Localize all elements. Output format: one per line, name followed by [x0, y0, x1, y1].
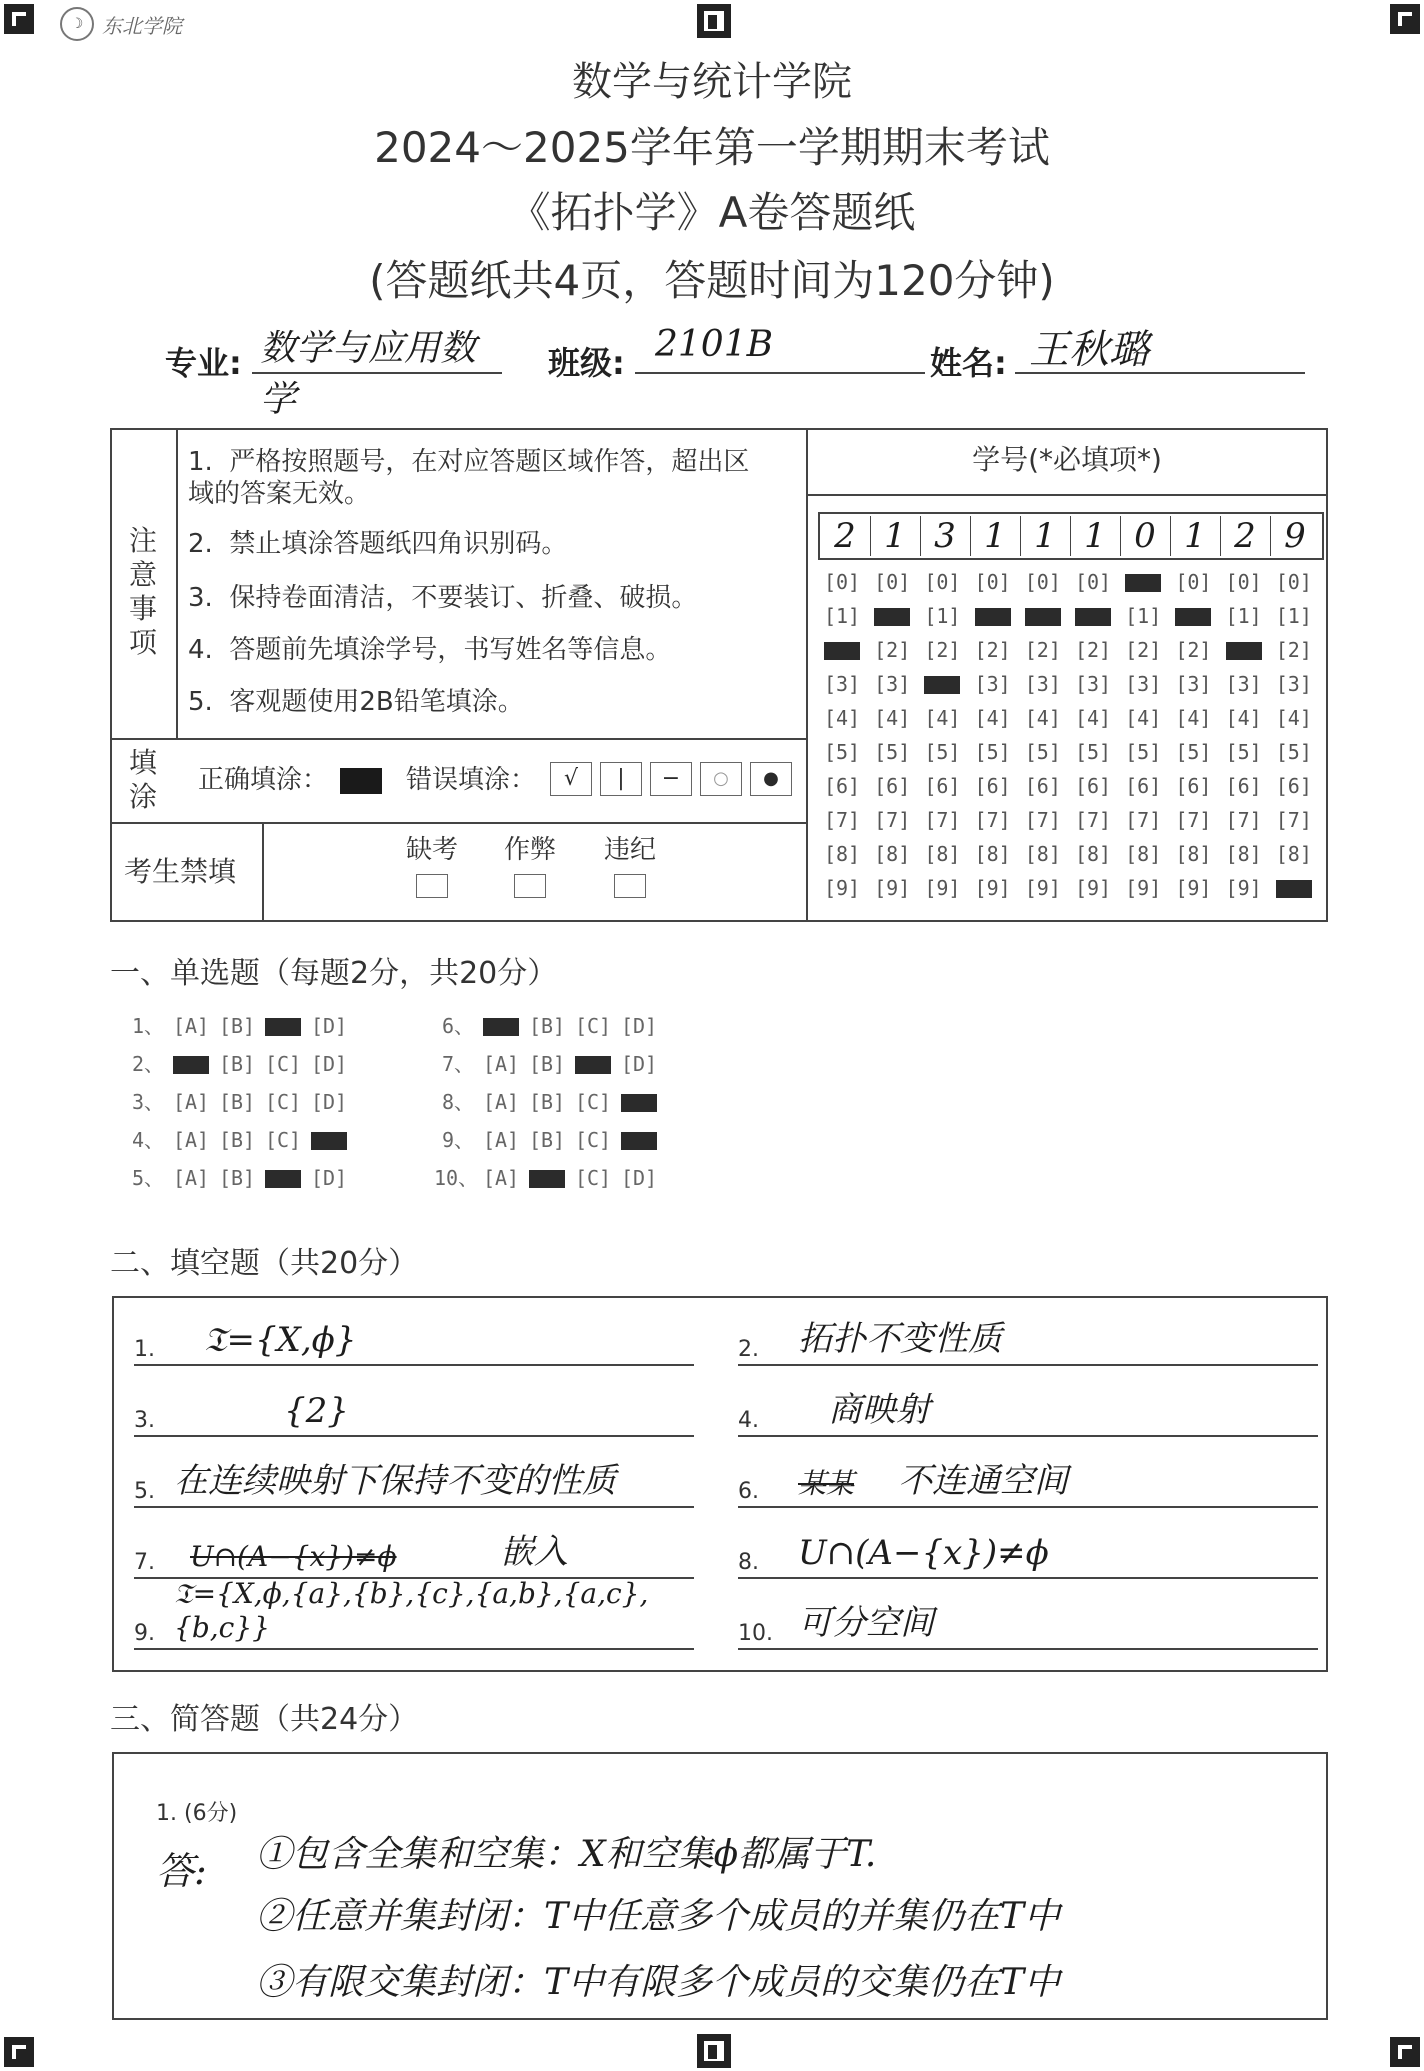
student-id-bubble[interactable]: [4] [974, 706, 1011, 730]
fill-blank-struck-text: U∩(A−{x})≠ϕ [190, 1540, 397, 1573]
student-id-bubble[interactable]: [6] [823, 774, 861, 798]
fill-blank-row [738, 1387, 1328, 1437]
mc-option-bubble[interactable]: [D] [620, 1014, 658, 1038]
fill-blank-underline [134, 1648, 694, 1650]
corner-mark-top-right [1390, 4, 1420, 34]
mc-question-row [434, 1086, 664, 1115]
fill-blank-row [134, 1316, 704, 1366]
fill-blank-row [134, 1387, 704, 1437]
mc-option-bubble[interactable]: [D] [310, 1014, 348, 1038]
mc-question-number: 9、 [441, 1128, 474, 1152]
paper-title: 《拓扑学》A卷答题纸 [508, 188, 916, 237]
corner-mark-top-left [4, 4, 34, 34]
student-id-bubble[interactable]: [2] [874, 638, 911, 662]
fill-blank-underline [738, 1506, 1318, 1508]
mc-option-bubble[interactable]: [D] [310, 1090, 348, 1114]
multiple-choice-area [124, 1010, 744, 1200]
notice-item-1: 1. 严格按照题号，在对应答题区域作答，超出区域的答案无效。 [188, 447, 750, 509]
student-id-bubble[interactable] [872, 604, 912, 628]
student-id-bubble[interactable]: [7] [1225, 808, 1262, 832]
mc-option-bubble[interactable]: [B] [528, 1052, 566, 1076]
student-id-bubble[interactable]: [7] [924, 808, 961, 832]
wrong-mark-bar: | [600, 762, 642, 796]
mc-question-number: 4、 [131, 1128, 164, 1152]
student-info-row [160, 300, 1310, 420]
mc-option-bubble[interactable]: [D] [310, 1052, 348, 1076]
mc-question-number: 8、 [441, 1090, 474, 1114]
school-logo-text: 东北学院 [102, 13, 182, 38]
mc-question-row [124, 1162, 354, 1191]
fill-blank-underline [738, 1648, 1318, 1650]
student-id-bubble[interactable]: [5] [1175, 740, 1212, 764]
fill-blank-underline [134, 1364, 694, 1366]
student-id-bubble-grid [822, 570, 1322, 910]
mc-option-bubble[interactable] [618, 1090, 660, 1114]
short-answer-box [112, 1752, 1328, 2020]
student-id-bubble[interactable] [1023, 604, 1063, 628]
alignment-mark-bottom-center [697, 2034, 731, 2068]
school-title: 数学与统计学院 [572, 59, 852, 105]
school-logo [60, 4, 220, 44]
student-id-bubble[interactable]: [9] [823, 876, 861, 900]
student-id-label: 学号(*必填项*) [972, 443, 1162, 476]
fill-blank-number: 8. [738, 1550, 759, 1575]
student-id-digit: 3 [920, 516, 971, 556]
fill-blank-number: 7. [134, 1550, 155, 1575]
answer-label: 答: [156, 1849, 207, 1893]
fill-vertical-label: 填 涂 [128, 746, 157, 813]
correct-fill-sample [340, 768, 382, 794]
notice-item-2: 2. 禁止填涂答题纸四角识别码。 [188, 529, 568, 559]
mc-option-bubble[interactable] [308, 1128, 350, 1152]
student-id-bubble[interactable]: [8] [1024, 842, 1061, 866]
student-id-bubble[interactable]: [8] [1225, 842, 1262, 866]
mc-question-row [434, 1010, 664, 1039]
mc-question-row [124, 1086, 354, 1115]
major-value: 数学与应用数学 [260, 328, 477, 420]
student-id-digit: 2 [820, 516, 871, 556]
mc-question-row [434, 1124, 664, 1153]
student-id-digit: 1 [870, 516, 921, 556]
notice-vertical-label: 注 意 事 项 [128, 524, 157, 659]
student-id-bubble[interactable]: [7] [1125, 808, 1162, 832]
student-id-bubble[interactable]: [4] [874, 706, 911, 730]
student-id-digit: 9 [1284, 516, 1306, 556]
major-field[interactable] [252, 308, 502, 420]
fill-blank-underline [738, 1364, 1318, 1366]
mc-option-bubble[interactable]: [C] [574, 1090, 612, 1114]
student-id-bubble[interactable]: [8] [924, 842, 961, 866]
student-id-bubble[interactable]: [2] [1175, 638, 1212, 662]
student-id-bubble[interactable]: [3] [1175, 672, 1212, 696]
fill-blank-struck-text: 某某 [798, 1467, 855, 1500]
student-id-digit: 1 [970, 516, 1021, 556]
mc-option-bubble[interactable]: [B] [218, 1014, 256, 1038]
student-id-bubble[interactable]: [7] [1275, 808, 1312, 832]
name-field[interactable] [1015, 308, 1305, 374]
fill-blank-row [134, 1458, 704, 1508]
student-id-bubble[interactable]: [0] [823, 570, 861, 594]
student-id-bubble[interactable] [1123, 570, 1163, 594]
mc-question-row [124, 1048, 354, 1077]
student-id-bubble[interactable]: [1] [1125, 604, 1162, 628]
fill-blank-answer[interactable]: 不连通空间 [898, 1461, 1068, 1501]
student-id-bubble[interactable]: [3] [1074, 672, 1112, 696]
student-id-bubble[interactable]: [5] [1074, 740, 1112, 764]
student-id-bubble[interactable]: [0] [1225, 570, 1262, 594]
fill-blank-answer[interactable]: U∩(A−{x})≠ϕ [798, 1533, 1049, 1573]
student-id-bubble[interactable] [1274, 876, 1314, 900]
fill-blank-answer[interactable]: 𝔗={X,ϕ,{a},{b},{c},{a,b},{a,c},{b,c}} [174, 1577, 649, 1644]
student-id-bubble[interactable]: [0] [1024, 570, 1061, 594]
student-id-bubble[interactable]: [3] [1225, 672, 1262, 696]
fill-blank-number: 9. [134, 1621, 155, 1646]
student-id-bubble[interactable]: [2] [1074, 638, 1112, 662]
student-id-bubble[interactable]: [5] [924, 740, 961, 764]
student-id-bubble[interactable]: [8] [1125, 842, 1162, 866]
student-id-bubble[interactable]: [4] [823, 706, 861, 730]
short-answer-line-2[interactable]: ②任意并集封闭：T中任意多个成员的并集仍在T中 [256, 1896, 1061, 1937]
student-id-bubble[interactable]: [6] [1125, 774, 1162, 798]
section2-title: 二、填空题（共20分） [110, 1246, 419, 1281]
exam-option-absent[interactable]: 缺考 [392, 834, 472, 898]
fill-blank-answer[interactable]: 在连续映射下保持不变的性质 [174, 1461, 616, 1501]
student-id-bubble[interactable] [973, 604, 1013, 628]
student-id-bubble[interactable]: [5] [1225, 740, 1262, 764]
wrong-mark-dot: ● [750, 762, 792, 796]
student-id-bubble[interactable] [1073, 604, 1113, 628]
student-id-digit: 0 [1120, 516, 1171, 556]
mc-option-bubble[interactable]: [B] [218, 1090, 256, 1114]
mc-question-number: 2、 [131, 1052, 164, 1076]
student-id-bubble[interactable]: [9] [1225, 876, 1262, 900]
mc-option-bubble[interactable]: [D] [310, 1166, 348, 1190]
student-id-bubble[interactable] [822, 638, 862, 662]
student-id-bubble[interactable]: [6] [1074, 774, 1112, 798]
student-id-bubble[interactable]: [9] [974, 876, 1011, 900]
student-id-bubble[interactable]: [9] [1024, 876, 1061, 900]
student-id-bubble[interactable]: [6] [1275, 774, 1312, 798]
student-id-bubble[interactable]: [7] [823, 808, 861, 832]
fill-blank-underline [134, 1506, 694, 1508]
fill-blank-number: 2. [738, 1337, 759, 1362]
student-id-bubble[interactable]: [2] [1024, 638, 1061, 662]
student-id-bubble[interactable]: [9] [1074, 876, 1112, 900]
mc-option-bubble[interactable]: [C] [574, 1014, 612, 1038]
fill-blank-row [738, 1458, 1328, 1508]
fill-blank-answer[interactable]: 拓扑不变性质 [798, 1319, 1002, 1359]
student-id-bubble[interactable]: [5] [823, 740, 861, 764]
fill-blank-number: 4. [738, 1408, 759, 1433]
class-field[interactable] [635, 308, 925, 374]
student-id-bubble[interactable]: [1] [1275, 604, 1312, 628]
student-id-bubble[interactable]: [2] [974, 638, 1011, 662]
mc-option-bubble[interactable]: [C] [264, 1052, 302, 1076]
student-id-bubble[interactable]: [2] [1125, 638, 1162, 662]
student-id-bubble[interactable]: [4] [1024, 706, 1061, 730]
school-seal-icon: ☽ [60, 7, 94, 41]
student-id-bubble[interactable]: [9] [924, 876, 961, 900]
student-id-bubble[interactable]: [8] [1175, 842, 1212, 866]
fill-blank-answer[interactable]: 嵌入 [500, 1532, 568, 1572]
student-id-bubble[interactable]: [0] [1074, 570, 1112, 594]
paper-note: (答题纸共4页，答题时间为120分钟) [369, 256, 1055, 305]
student-id-bubble[interactable]: [6] [974, 774, 1011, 798]
fill-blank-number: 10. [738, 1621, 773, 1646]
fill-blank-underline [134, 1435, 694, 1437]
student-id-bubble[interactable]: [5] [874, 740, 911, 764]
student-id-bubble[interactable]: [1] [1225, 604, 1262, 628]
student-id-bubble[interactable]: [7] [1074, 808, 1112, 832]
mc-option-bubble[interactable]: [B] [218, 1052, 256, 1076]
mc-option-bubble[interactable]: [A] [482, 1090, 520, 1114]
student-id-bubble[interactable]: [5] [1275, 740, 1312, 764]
student-id-bubble[interactable] [1173, 604, 1213, 628]
mc-option-bubble[interactable] [170, 1052, 212, 1076]
student-id-bubble[interactable]: [4] [1275, 706, 1312, 730]
student-id-bubble[interactable]: [1] [823, 604, 861, 628]
fill-blank-number: 3. [134, 1408, 155, 1433]
student-id-bubble[interactable]: [3] [1024, 672, 1061, 696]
mc-option-bubble[interactable]: [A] [482, 1052, 520, 1076]
student-id-bubble[interactable]: [4] [1125, 706, 1162, 730]
fill-blank-number: 5. [134, 1479, 155, 1504]
fill-blank-answer[interactable]: 𝔗={X,ϕ} [204, 1320, 357, 1360]
notice-item-4: 4. 答题前先填涂学号，书写姓名等信息。 [188, 635, 672, 665]
mc-question-number: 7、 [441, 1052, 474, 1076]
student-id-bubble[interactable]: [8] [1275, 842, 1312, 866]
mc-question-number: 3、 [131, 1090, 164, 1114]
student-id-bubble[interactable]: [9] [874, 876, 911, 900]
notice-item-3: 3. 保持卷面清洁，不要装订、折叠、破损。 [188, 583, 698, 613]
mc-question-number: 1、 [131, 1014, 164, 1038]
major-label: 专业: [165, 344, 242, 382]
exam-checkbox-violation[interactable] [614, 874, 646, 898]
student-id-bubble[interactable]: [0] [924, 570, 961, 594]
alignment-mark-top-center [697, 4, 731, 38]
mc-option-bubble[interactable] [262, 1166, 304, 1190]
fill-blank-answer[interactable]: {2} [284, 1391, 349, 1431]
student-id-bubble[interactable]: [7] [974, 808, 1011, 832]
student-id-bubble[interactable]: [8] [823, 842, 861, 866]
mc-question-row [124, 1010, 354, 1039]
fill-blank-number: 1. [134, 1337, 155, 1362]
mc-option-bubble[interactable] [572, 1052, 614, 1076]
student-id-bubble[interactable]: [2] [1275, 638, 1312, 662]
student-id-digit: 1 [1020, 516, 1071, 556]
student-id-digit: 1 [1070, 516, 1121, 556]
mc-option-bubble[interactable] [526, 1166, 568, 1190]
fill-blank-box [112, 1296, 1328, 1672]
student-id-digit-row [818, 512, 1324, 560]
student-id-bubble[interactable]: [6] [924, 774, 961, 798]
student-id-bubble[interactable]: [9] [1125, 876, 1162, 900]
exam-checkbox-absent[interactable] [416, 874, 448, 898]
student-id-bubble[interactable]: [2] [924, 638, 961, 662]
fill-blank-row [738, 1316, 1328, 1366]
mc-question-number: 5、 [131, 1166, 164, 1190]
student-id-digit: 1 [1170, 516, 1221, 556]
mc-option-bubble[interactable]: [A] [482, 1128, 520, 1152]
mc-option-bubble[interactable] [480, 1014, 522, 1038]
student-id-panel [808, 430, 1326, 920]
student-id-bubble[interactable]: [0] [874, 570, 911, 594]
class-label: 班级: [548, 344, 625, 382]
student-id-bubble[interactable]: [3] [974, 672, 1011, 696]
class-value: 2101B [655, 324, 774, 365]
student-id-bubble[interactable]: [5] [1125, 740, 1162, 764]
mc-option-bubble[interactable]: [C] [264, 1090, 302, 1114]
student-id-bubble[interactable]: [6] [1024, 774, 1061, 798]
student-id-bubble[interactable] [1224, 638, 1264, 662]
student-id-bubble[interactable]: [0] [1175, 570, 1212, 594]
student-id-bubble[interactable]: [4] [1074, 706, 1112, 730]
student-id-bubble[interactable]: [6] [1175, 774, 1212, 798]
student-id-bubble[interactable]: [6] [1225, 774, 1262, 798]
student-id-bubble[interactable]: [7] [874, 808, 911, 832]
mc-option-bubble[interactable]: [A] [172, 1166, 210, 1190]
name-value: 王秋璐 [1029, 327, 1149, 373]
wrong-mark-circle: ○ [700, 762, 742, 796]
exam-checkbox-cheating[interactable] [514, 874, 546, 898]
mc-question-number: 6、 [441, 1014, 474, 1038]
mc-question-number: 10、 [434, 1166, 479, 1190]
short-answer-line-1[interactable]: ①包含全集和空集：X和空集ϕ都属于T. [256, 1834, 877, 1875]
fill-blank-row [134, 1577, 704, 1650]
student-id-bubble[interactable]: [7] [1024, 808, 1061, 832]
mc-option-bubble[interactable]: [B] [528, 1128, 566, 1152]
mc-question-row [124, 1124, 354, 1153]
student-id-bubble[interactable]: [9] [1175, 876, 1212, 900]
student-id-bubble[interactable]: [3] [823, 672, 861, 696]
mc-option-bubble[interactable]: [B] [528, 1014, 566, 1038]
notice-box [110, 428, 1328, 922]
fill-blank-answer[interactable]: 商映射 [828, 1390, 930, 1430]
student-id-bubble[interactable]: [4] [1175, 706, 1212, 730]
mc-option-bubble[interactable]: [C] [574, 1166, 612, 1190]
student-id-bubble[interactable]: [3] [1275, 672, 1312, 696]
mc-option-bubble[interactable] [618, 1128, 660, 1152]
notice-item-5: 5. 客观题使用2B铅笔填涂。 [188, 687, 524, 717]
exam-option-violation[interactable]: 违纪 [590, 834, 670, 898]
mc-option-bubble[interactable]: [D] [620, 1052, 658, 1076]
section1-title: 一、单选题（每题2分，共20分） [110, 956, 558, 991]
wrong-mark-dash: − [650, 762, 692, 796]
mc-option-bubble[interactable] [262, 1014, 304, 1038]
student-id-bubble[interactable]: [6] [874, 774, 911, 798]
fill-blank-underline [738, 1577, 1318, 1579]
section3-title: 三、简答题（共24分） [110, 1702, 419, 1737]
student-id-bubble[interactable]: [8] [974, 842, 1011, 866]
student-id-bubble[interactable]: [5] [974, 740, 1011, 764]
student-id-bubble[interactable]: [1] [924, 604, 961, 628]
mc-option-bubble[interactable]: [A] [172, 1128, 210, 1152]
fill-blank-answer[interactable]: 可分空间 [798, 1603, 934, 1643]
wrong-fill-samples [550, 762, 792, 796]
mc-option-bubble[interactable]: [A] [172, 1090, 210, 1114]
fill-blank-number: 6. [738, 1479, 759, 1504]
fill-blank-row [738, 1529, 1328, 1579]
corner-mark-bottom-left [4, 2037, 34, 2067]
short-answer-line-3[interactable]: ③有限交集封闭：T中有限多个成员的交集仍在T中 [256, 1962, 1061, 2003]
mc-option-bubble[interactable]: [C] [574, 1128, 612, 1152]
term-title: 2024～2025学年第一学期期末考试 [374, 123, 1050, 172]
mc-question-row [434, 1162, 664, 1191]
name-label: 姓名: [930, 344, 1007, 382]
student-id-bubble[interactable]: [5] [1024, 740, 1061, 764]
fill-blank-underline [738, 1435, 1318, 1437]
mc-option-bubble[interactable]: [B] [528, 1090, 566, 1114]
fill-blank-row [134, 1529, 704, 1579]
wrong-mark-check: √ [550, 762, 592, 796]
mc-question-row [434, 1048, 664, 1077]
fill-blank-row [738, 1600, 1328, 1650]
student-id-bubble[interactable]: [0] [974, 570, 1011, 594]
mc-option-bubble[interactable]: [A] [172, 1014, 210, 1038]
student-id-digit: 2 [1220, 516, 1271, 556]
student-id-bubble[interactable]: [4] [1225, 706, 1262, 730]
corner-mark-bottom-right [1390, 2037, 1420, 2067]
student-id-bubble[interactable]: [3] [1125, 672, 1162, 696]
mc-option-bubble[interactable]: [C] [264, 1128, 302, 1152]
student-id-bubble[interactable]: [7] [1175, 808, 1212, 832]
student-id-bubble[interactable]: [8] [1074, 842, 1112, 866]
mc-option-bubble[interactable]: [B] [218, 1128, 256, 1152]
mc-option-bubble[interactable]: [B] [218, 1166, 256, 1190]
short-q1-label: 1. (6分) [156, 1801, 238, 1826]
correct-fill-label: 正确填涂： [198, 765, 329, 795]
student-id-bubble[interactable] [922, 672, 962, 696]
mc-option-bubble[interactable]: [D] [620, 1166, 658, 1190]
student-id-bubble[interactable]: [4] [924, 706, 961, 730]
wrong-fill-label: 错误填涂： [406, 765, 537, 795]
mc-option-bubble[interactable]: [A] [482, 1166, 520, 1190]
exam-label: 考生禁填 [124, 855, 237, 888]
student-id-bubble[interactable]: [0] [1275, 570, 1312, 594]
student-id-bubble[interactable]: [8] [874, 842, 911, 866]
student-id-bubble[interactable]: [3] [874, 672, 911, 696]
exam-option-cheating[interactable]: 作弊 [490, 834, 570, 898]
